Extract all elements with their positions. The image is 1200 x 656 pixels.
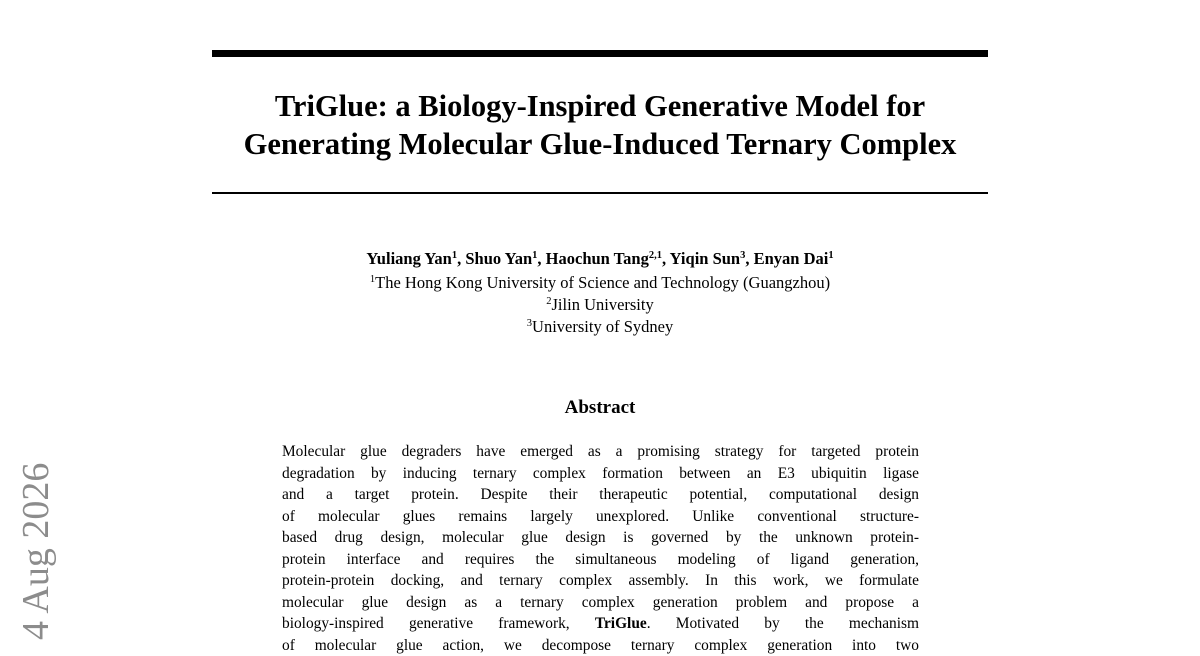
abstract-line [282,484,919,506]
abstract-text: based drug design, molecular glue design is governed by the unknown protein- [282,529,919,546]
abstract-line [282,527,919,549]
author-name: Enyan Dai [754,249,829,268]
affiliation-mark: 1 [370,274,375,285]
title-top-rule [212,50,988,57]
affiliation-name: The Hong Kong University of Science and Technology (Guangzhou) [375,273,830,292]
abstract-text: molecular glue design as a ternary complex generation problem and propose a [282,594,919,611]
affiliation [150,272,1050,294]
author-affiliation-mark: 1 [532,250,537,261]
paper-title [150,87,1050,163]
paper-title-line: Generating Molecular Glue-Induced Ternary Complex [150,125,1050,163]
abstract-text: of molecular glue action, we decompose ternary complex generation into two [282,637,919,654]
author-name: Shuo Yan [465,249,532,268]
model-name-emphasis: TriGlue [595,615,647,632]
affiliation [150,294,1050,316]
author-name: Yuliang Yan [366,249,451,268]
paper-title-line: TriGlue: a Biology-Inspired Generative Model for [150,87,1050,125]
abstract-line [282,635,919,656]
author-affiliation-mark: 1 [452,250,457,261]
affiliation-mark: 3 [527,318,532,329]
author-name: Haochun Tang [546,249,649,268]
abstract-line [282,549,919,571]
author-affiliation-mark: 3 [740,250,745,261]
abstract-text: of molecular glues remains largely unexplored. Unlike conventional structure- [282,508,919,525]
abstract-text: degradation by inducing ternary complex formation between an E3 ubiquitin ligase [282,465,919,482]
abstract-body [282,441,919,656]
affiliation-mark: 2 [546,296,551,307]
abstract-line [282,613,919,635]
author-affiliation-mark: 2,1 [649,250,662,261]
affiliation [150,316,1050,338]
abstract-text: . Motivated by the mechanism [647,615,919,632]
abstract-text: biology-inspired generative framework, [282,615,595,632]
author-affiliation-mark: 1 [828,250,833,261]
abstract-text: and a target protein. Despite their therapeutic potential, computational design [282,486,919,503]
affiliation-name: University of Sydney [532,317,673,336]
author-list: Yuliang Yan$^1$, Shuo Yan$^1$, Haochun Tang$^{2,1}$, Yiqin Sun$^3$, Enyan Dai$^1$ [150,248,1050,270]
abstract-text: protein interface and requires the simultaneous modeling of ligand generation, [282,551,919,568]
title-bottom-rule [212,192,988,194]
abstract-line [282,441,919,463]
abstract-line [282,592,919,614]
abstract-line [282,570,919,592]
abstract-line [282,506,919,528]
abstract-text: protein-protein docking, and ternary complex assembly. In this work, we formulate [282,572,919,589]
abstract-line [282,463,919,485]
arxiv-side-stamp: 4 Aug 2026 [16,463,56,640]
author-name: Yiqin Sun [670,249,740,268]
affiliation-name: Jilin University [552,295,654,314]
abstract-heading: Abstract [150,396,1050,420]
abstract-text: Molecular glue degraders have emerged as a promising strategy for targeted protein [282,443,919,460]
